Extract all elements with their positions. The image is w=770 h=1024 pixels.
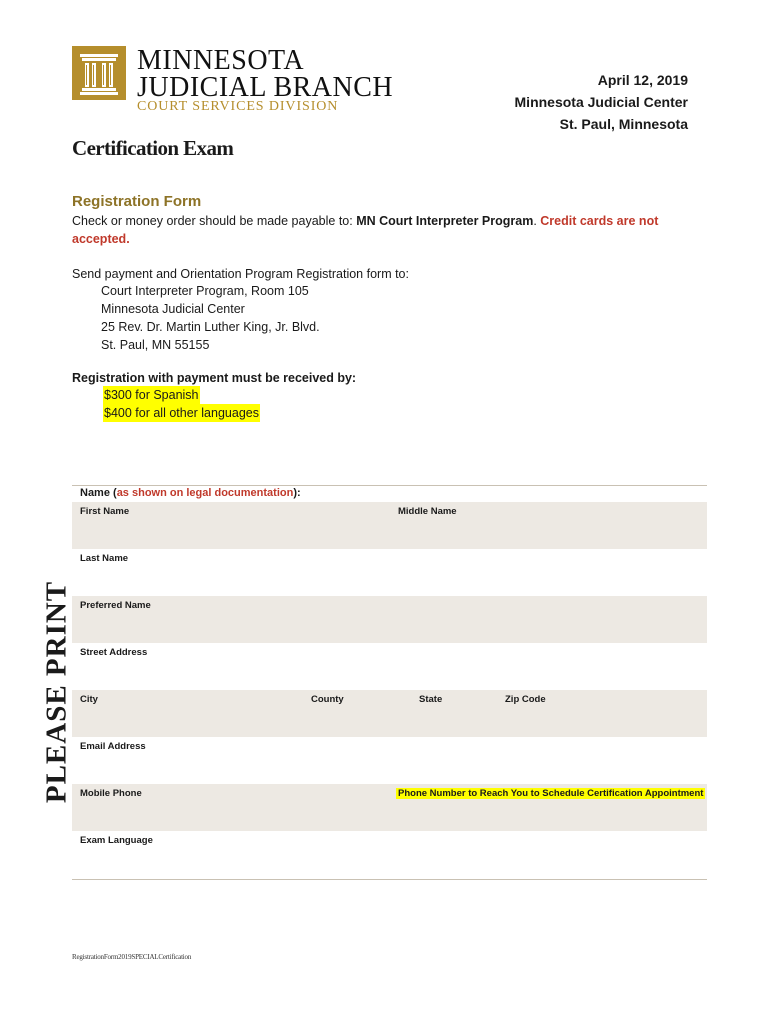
payment-instructions (72, 212, 692, 248)
fee-spanish: $300 for Spanish (104, 388, 199, 402)
name-section-heading (80, 487, 301, 499)
footer-filename: RegistrationForm2019SPECIALCertification (72, 953, 192, 961)
send-instructions: Send payment and Orientation Program Registration form to: (72, 267, 409, 281)
form-top-rule (72, 485, 707, 486)
middle-name-label: Middle Name (398, 506, 457, 517)
mobile-phone-label: Mobile Phone (80, 788, 142, 799)
state-label: State (419, 694, 443, 705)
logo-line-minnesota: MINNESOTA (137, 45, 305, 76)
please-print-text: PLEASE PRINT (40, 580, 73, 804)
page-title: Certification Exam (72, 136, 234, 160)
form-bottom-rule (72, 879, 707, 880)
zip-code-label: Zip Code (505, 694, 546, 705)
city-state-zip-row[interactable] (72, 690, 707, 737)
address-line: Minnesota Judicial Center (101, 302, 245, 316)
city-label: City (80, 694, 98, 705)
name-heading-suffix: ): (293, 487, 301, 499)
fee-other-languages: $400 for all other languages (104, 406, 259, 420)
exam-date: April 12, 2019 (597, 72, 688, 88)
street-address-label: Street Address (80, 647, 148, 658)
street-address-field[interactable] (72, 643, 707, 690)
exam-city: St. Paul, Minnesota (559, 116, 688, 132)
payable-period: . (533, 214, 537, 228)
county-label: County (311, 694, 344, 705)
first-name-label: First Name (80, 506, 130, 517)
last-name-field[interactable] (72, 549, 707, 596)
payable-to: MN Court Interpreter Program (356, 214, 534, 228)
email-field[interactable] (72, 737, 707, 784)
no-credit-cards-note: Credit cards are not accepted. (72, 214, 659, 246)
deadline-label: Registration with payment must be received by: (72, 371, 357, 385)
name-heading-prefix: Name ( (80, 487, 117, 499)
mailing-address (101, 282, 320, 354)
exam-language-label: Exam Language (80, 835, 153, 846)
address-line: 25 Rev. Dr. Martin Luther King, Jr. Blvd. (101, 320, 320, 334)
address-line: Court Interpreter Program, Room 105 (101, 284, 309, 298)
phone-row[interactable] (72, 784, 707, 831)
email-label: Email Address (80, 741, 146, 752)
registration-form-heading: Registration Form (72, 193, 202, 210)
last-name-label: Last Name (80, 553, 129, 564)
courthouse-columns-icon (72, 46, 126, 100)
payable-prefix: Check or money order should be made payable to: (72, 214, 357, 228)
logo-line-judicial-branch: JUDICIAL BRANCH (137, 72, 394, 103)
appointment-phone-label: Phone Number to Reach You to Schedule Certification Appointment (398, 788, 704, 799)
exam-place: Minnesota Judicial Center (514, 94, 688, 110)
logo-line-court-services: COURT SERVICES DIVISION (137, 99, 339, 114)
exam-language-field[interactable] (72, 831, 707, 878)
preferred-name-field[interactable] (72, 596, 707, 643)
address-line: St. Paul, MN 55155 (101, 338, 210, 352)
name-row[interactable] (72, 502, 707, 549)
name-heading-note: as shown on legal documentation (116, 487, 294, 499)
preferred-name-label: Preferred Name (80, 600, 151, 611)
